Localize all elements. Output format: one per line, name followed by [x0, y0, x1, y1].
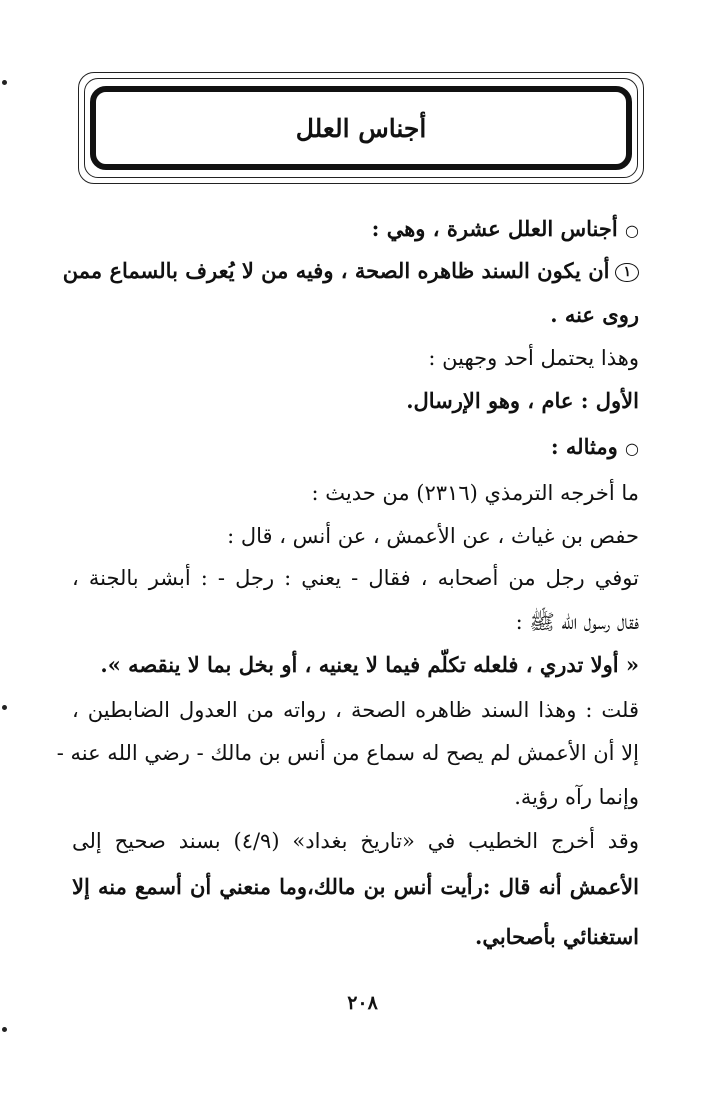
text-line-14: وإنما رآه رؤية. — [514, 785, 639, 809]
page-title: أجناس العلل — [295, 113, 427, 143]
page-number: ٢٠٨ — [347, 992, 378, 1014]
text-line-12: قلت : وهذا السند ظاهره الصحة ، رواته من العدول الضابطين ، — [72, 698, 639, 722]
text-line-13: إلا أن الأعمش لم يصح له سماع من أنس بن مالك - رضي الله عنه - — [56, 741, 639, 765]
text-line-1 — [372, 214, 639, 246]
line-text: ومثاله : — [550, 434, 618, 459]
scan-speck — [2, 705, 7, 710]
line-text: أجناس العلل عشرة ، وهي : — [371, 216, 618, 241]
text-line-9: توفي رجل من أصحابه ، فقال - يعني : رجل - : أبشر بالجنة ، — [72, 566, 639, 590]
text-line-8: حفص بن غياث ، عن الأعمش ، عن أنس ، قال : — [227, 524, 639, 548]
text-line-16: الأعمش أنه قال :رأيت أنس بن مالك،وما منعني أن أسمع منه إلا — [72, 874, 639, 899]
text-line-3: روى عنه . — [550, 302, 639, 327]
scan-speck — [2, 80, 7, 85]
text-line-4: وهذا يحتمل أحد وجهين : — [428, 346, 639, 370]
text-line-5: الأول : عام ، وهو الإرسال. — [406, 388, 639, 413]
text-line-2 — [62, 256, 639, 286]
circle-bullet-icon: ○ — [625, 221, 639, 240]
text-line-7: ما أخرجه الترمذي (٢٣١٦) من حديث : — [311, 481, 639, 505]
text-line-15: وقد أخرج الخطيب في «تاريخ بغداد» (٤/٩) بسند صحيح إلى — [72, 829, 639, 853]
line-text: أن يكون السند ظاهره الصحة ، وفيه من لا يُعرف بالسماع ممن — [62, 258, 610, 283]
text-line-17: استغنائي بأصحابي. — [475, 924, 639, 949]
text-line-11: « أولا تدري ، فلعله تكلّم فيما لا يعنيه ، أو بخل بما لا ينقصه ». — [100, 652, 639, 677]
circle-bullet-icon: ○ — [625, 439, 639, 458]
text-line-6 — [551, 432, 639, 464]
title-frame — [90, 86, 632, 170]
list-number-badge: ١ — [615, 263, 639, 282]
text-line-10: فقال رسول الله ﷺ : — [515, 610, 639, 634]
scan-speck — [2, 1027, 7, 1032]
